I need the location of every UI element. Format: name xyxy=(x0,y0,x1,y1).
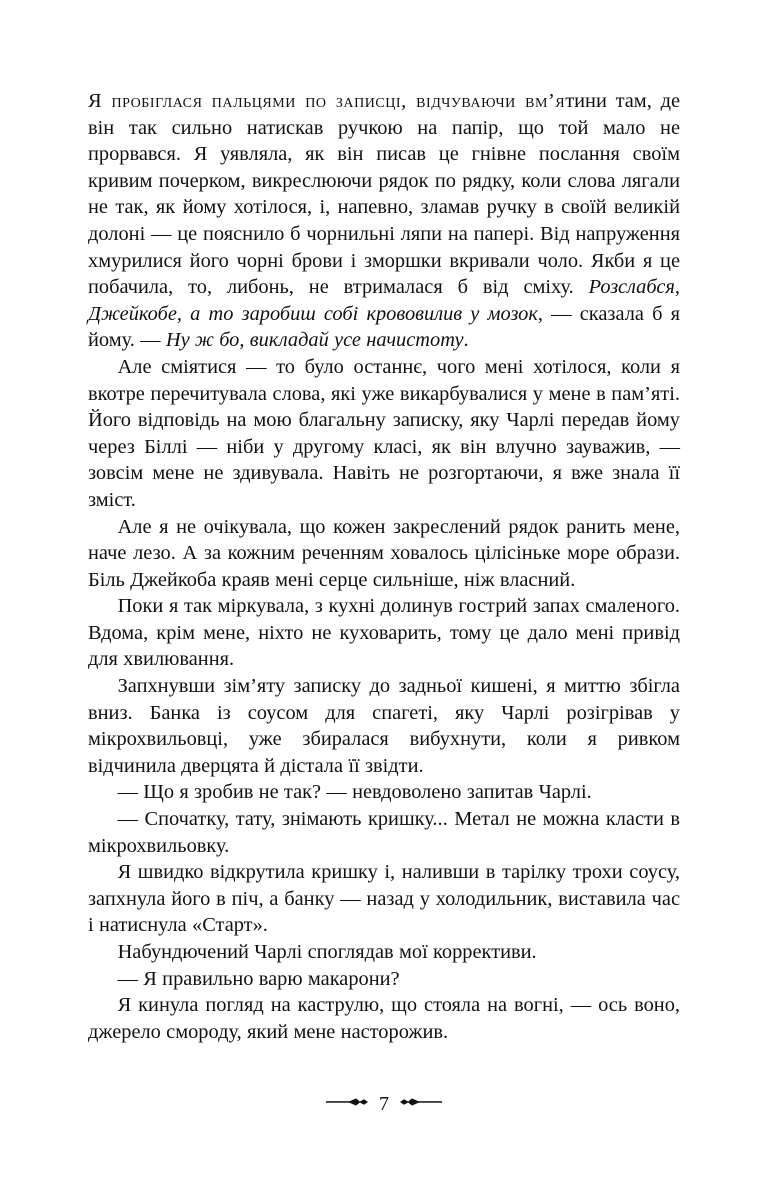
body-paragraph xyxy=(88,939,680,966)
text-run: тини там, де він так сильно натискав ручкою на папір, що той мало не прорвався. Я уявляла, як він писав це гнівне послання своїм кривим почерком, викреслюючи рядок по рядку, коли слова лягали не так, як йому хотілося, і, напевно, зламав ручку в своїй великій долоні — це пояснило б чорнильні ляпи на папері. Від напруження хмурилися його чорні брови і зморшки вкривали чоло. Якби я це побачила, то, либонь, не втрималася б від сміху. xyxy=(88,90,680,299)
body-paragraph xyxy=(88,992,680,1045)
italic-quote-run: Ну ж бо, викладай усе начистоту xyxy=(165,329,464,352)
text-run: — Що я зробив не так? — невдоволено запитав Чарлі. xyxy=(117,781,592,804)
body-text-column xyxy=(88,88,680,1045)
body-paragraph xyxy=(88,354,680,514)
text-run: . xyxy=(463,329,469,352)
text-run: — Я правильно варю макарони? xyxy=(117,967,400,990)
page-footer-folio xyxy=(0,1094,768,1114)
body-paragraph xyxy=(88,593,680,673)
body-paragraph xyxy=(88,514,680,594)
body-paragraph xyxy=(88,966,680,993)
ornament-left-icon xyxy=(326,1095,368,1114)
body-paragraph xyxy=(88,779,680,806)
italic-quote-run: Розслабся, Джейкобе, а то заробиш собі крововилив у мозок xyxy=(88,276,680,325)
body-paragraph xyxy=(88,859,680,939)
text-run: Але я не очікувала, що кожен закреслений рядок ранить мене, наче лезо. А за кожним реченням ховалось цілісіньке море образи. Біль Джейкоба краяв мені серце сильніше, ніж власний. xyxy=(88,515,680,591)
text-run: Але сміятися — то було останнє, чого мені хотілося, коли я вкотре перечитувала слова, які уже викарбувалися у мене в пам’яті. Його відповідь на мою благальну записку, яку Чарлі передав йому через Біллі — ніби у другому класі, як він влучно зауважив, — зовсім мене не здивувала. Навіть не розгортаючи, я вже знала її зміст. xyxy=(88,355,680,511)
text-run: , — сказала б я йому. — xyxy=(88,302,680,352)
body-paragraph xyxy=(88,673,680,779)
text-run: — Спочатку, тату, знімають кришку... Метал не можна класти в мікрохвильовку. xyxy=(88,808,680,857)
text-run: Набундючений Чарлі споглядав мої коррективи. xyxy=(117,941,537,963)
text-run: Я кинула погляд на каструлю, що стояла на вогні, — ось воно, джерело смороду, який мене насторожив. xyxy=(88,994,680,1043)
small-caps-opening-run: Я пробіглася пальцями по записці, відчуваючи вм’я xyxy=(88,90,566,112)
text-run: Я швидко відкрутила кришку і, наливши в тарілку трохи соусу, запхнула його в піч, а банку — назад у холодильник, виставила час і натиснула «Старт». xyxy=(88,861,680,937)
text-run: Поки я так міркувала, з кухні долинув гострий запах смаленого. Вдома, крім мене, ніхто не куховарить, тому це дало мені привід для хвилювання. xyxy=(88,595,680,671)
page-number: 7 xyxy=(379,1093,389,1115)
text-run: Запхнувши зім’яту записку до задньої кишені, я миттю збігла вниз. Банка із соусом для спагеті, яку Чарлі розігрівав у мікрохвильовці, уже збиралася вибухнути, коли я ривком відчинила дверцята й дістала її звідти. xyxy=(88,675,680,777)
body-paragraph xyxy=(88,88,680,354)
body-paragraph xyxy=(88,806,680,859)
ornament-right-icon xyxy=(400,1095,442,1114)
